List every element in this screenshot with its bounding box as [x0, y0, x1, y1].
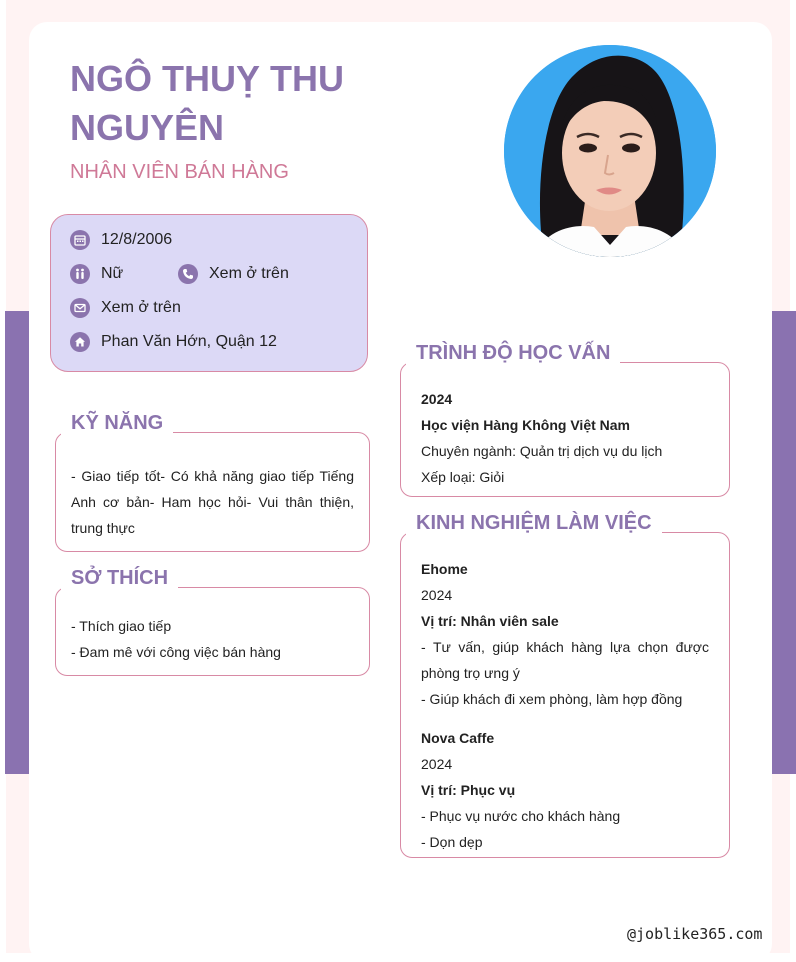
- hobby-item: - Thích giao tiếp: [71, 618, 172, 634]
- job-company: Nova Caffe: [421, 730, 495, 746]
- candidate-name: NGÔ THUỴ THU NGUYÊN: [70, 58, 344, 148]
- email-icon: [70, 298, 90, 318]
- footer-watermark: @joblike365.com: [627, 925, 763, 943]
- address-value: Phan Văn Hớn, Quận 12: [101, 333, 277, 350]
- birthday-row: [70, 230, 172, 250]
- education-major: Chuyên ngành: Quản trị dịch vụ du lịch: [421, 443, 663, 459]
- skills-text: - Giao tiếp tốt- Có khả năng giao tiếp Tiếng Anh cơ bản- Ham học hỏi- Vui thân thiện, trung thực: [71, 468, 354, 536]
- job-role: Vị trí: Nhân viên sale: [421, 613, 559, 629]
- education-title: TRÌNH ĐỘ HỌC VẤN: [406, 342, 620, 365]
- birthday-value: 12/8/2006: [101, 231, 173, 248]
- phone-icon: [178, 264, 198, 284]
- job-entry: [421, 725, 709, 855]
- email-value: Xem ở trên: [101, 299, 181, 316]
- calendar-icon: [70, 230, 90, 250]
- hobbies-title: SỞ THÍCH: [61, 567, 178, 590]
- hobby-item: - Đam mê với công việc bán hàng: [71, 644, 281, 660]
- education-year: 2024: [421, 391, 453, 407]
- job-duty: - Giúp khách đi xem phòng, làm hợp đồng: [421, 691, 683, 707]
- phone-value: Xem ở trên: [209, 265, 289, 282]
- education-section: [400, 342, 730, 497]
- skills-title: KỸ NĂNG: [61, 412, 173, 435]
- job-duty: - Dọn dẹp: [421, 834, 483, 850]
- profile-photo: [504, 45, 716, 257]
- email-row: [70, 298, 181, 318]
- job-role: Vị trí: Phục vụ: [421, 782, 516, 798]
- job-year: 2024: [421, 756, 453, 772]
- job-year: 2024: [421, 587, 453, 603]
- skills-section: [55, 412, 370, 552]
- address-row: [70, 332, 277, 352]
- portrait-image: [504, 45, 716, 257]
- job-company: Ehome: [421, 561, 468, 577]
- hobbies-list: [71, 613, 354, 665]
- gender-row: [70, 264, 123, 284]
- education-school: Học viện Hàng Không Việt Nam: [421, 417, 630, 433]
- job-entry: [421, 556, 709, 712]
- experience-title: KINH NGHIỆM LÀM VIỆC: [406, 512, 662, 535]
- gender-icon: [70, 264, 90, 284]
- home-icon: [70, 332, 90, 352]
- gender-value: Nữ: [101, 265, 124, 282]
- hobbies-section: [55, 567, 370, 676]
- job-position: NHÂN VIÊN BÁN HÀNG: [70, 161, 289, 183]
- experience-section: [400, 512, 730, 858]
- education-body: [421, 386, 709, 490]
- experience-body: [421, 556, 709, 855]
- job-duty: - Tư vấn, giúp khách hàng lựa chọn được phòng trọ ưng ý: [421, 639, 709, 681]
- job-duty: - Phục vụ nước cho khách hàng: [421, 808, 621, 824]
- phone-row: [178, 264, 289, 284]
- right-accent-band: [772, 311, 796, 774]
- left-accent-band: [5, 311, 29, 774]
- education-grade: Xếp loại: Giỏi: [421, 469, 505, 485]
